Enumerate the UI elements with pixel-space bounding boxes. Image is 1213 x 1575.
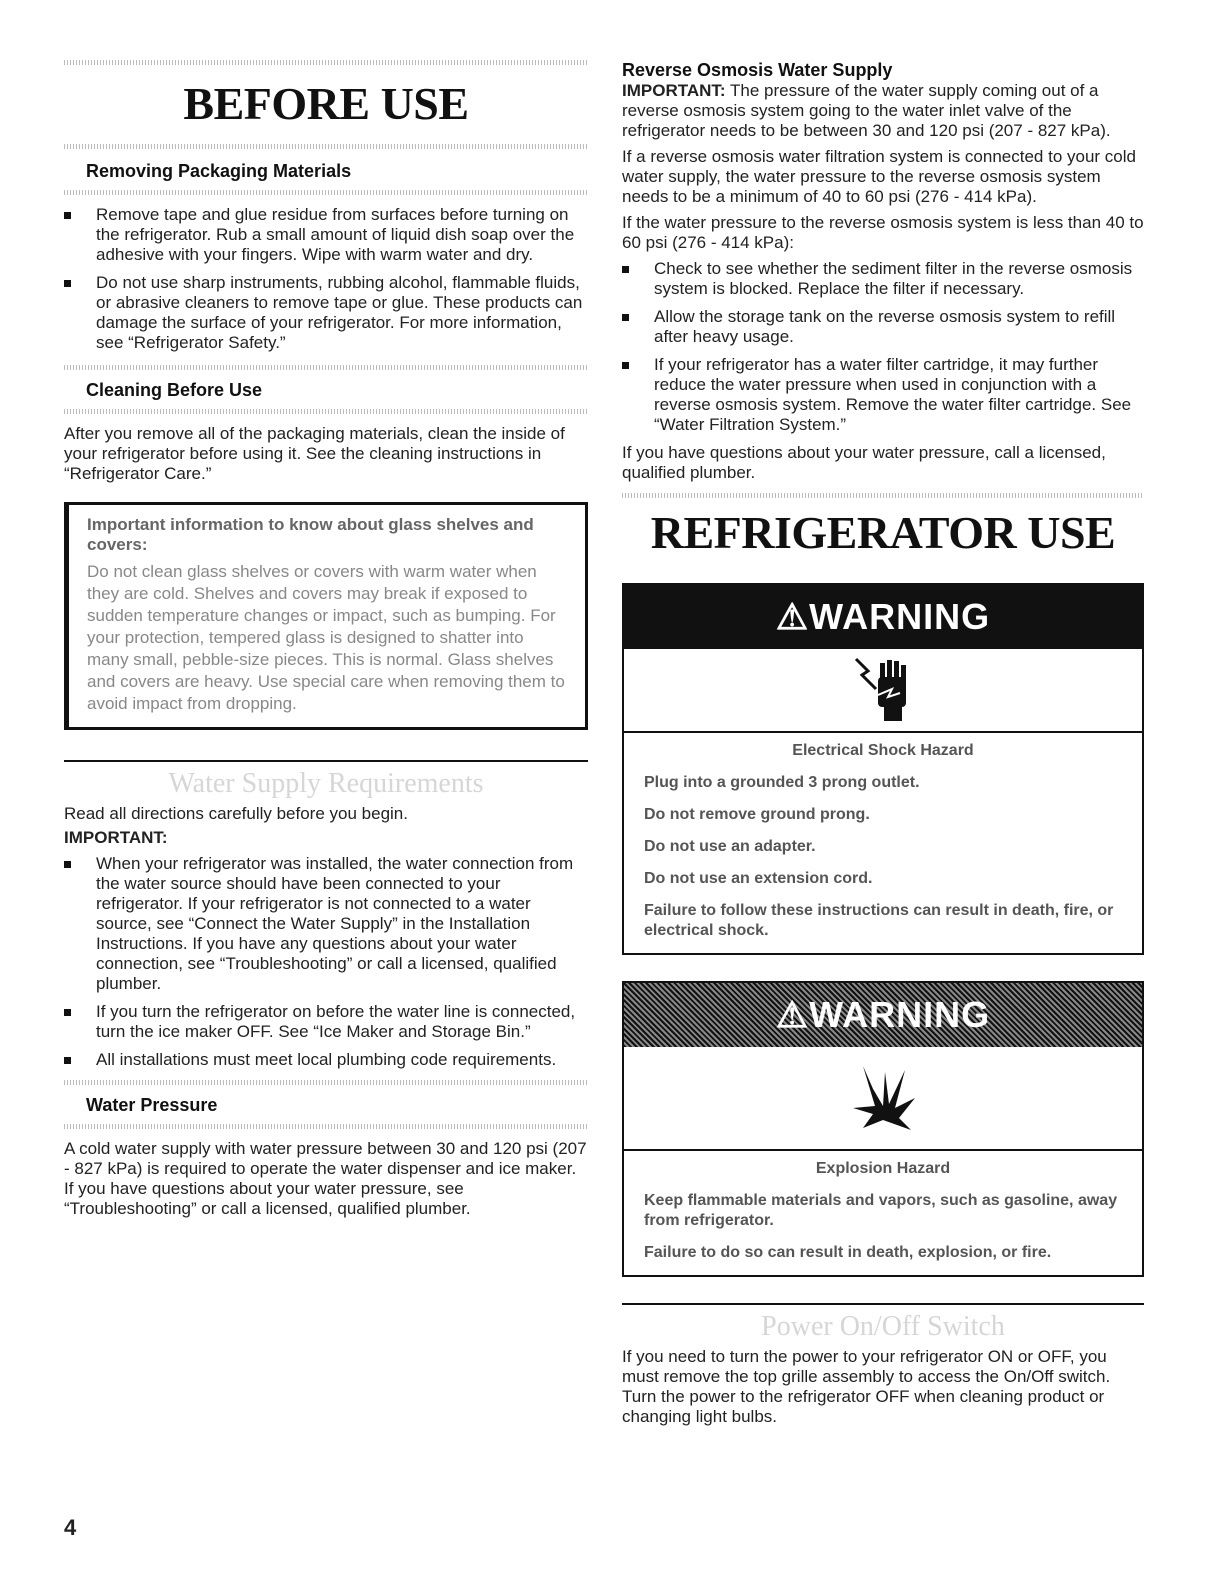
section-heading-water-pressure: Water Pressure xyxy=(86,1095,218,1115)
section-heading-power-switch: Power On/Off Switch xyxy=(761,1311,1005,1342)
section-heading-water-supply: Water Supply Requirements xyxy=(168,768,484,799)
divider xyxy=(622,1303,1144,1305)
reverse-osmosis-list xyxy=(622,259,1144,435)
list-item: When your refrigerator was installed, the water connection from the water source should have been connected to your refrigerator. If your refrigerator is not connected to a water source, see “Connect the Water Supply” in the Installation Instructions. If you have any questions about your water connection, see “Troubleshooting” or call a licensed, qualified plumber. xyxy=(64,854,588,994)
explosion-warning-box xyxy=(622,981,1144,1277)
list-item: Remove tape and glue residue from surfaces before turning on the refrigerator. Rub a small amount of liquid dish soap over the adhesive with your fingers. Wipe with warm water and dry. xyxy=(64,205,588,265)
page-number: 4 xyxy=(64,1515,77,1540)
water-pressure-text: A cold water supply with water pressure between 30 and 120 psi (207 - 827 kPa) is required to operate the water dispenser and ice maker. If you have questions about your water pressure, see “Troubleshooting” or call a licensed, qualified plumber. xyxy=(64,1139,587,1218)
section-title-refrigerator-use: REFRIGERATOR USE xyxy=(650,507,1116,558)
warning-text xyxy=(624,1151,1142,1275)
divider xyxy=(64,1124,588,1129)
cleaning-text: After you remove all of the packaging materials, clean the inside of your refrigerator before using it. See the cleaning instructions in “Refrigerator Care.” xyxy=(64,424,565,483)
list-item: All installations must meet local plumbing code requirements. xyxy=(64,1050,588,1070)
water-supply-intro: Read all directions carefully before you begin. xyxy=(64,804,408,823)
glass-shelves-notice xyxy=(64,502,588,730)
warning-line: Failure to follow these instructions can result in death, fire, or electrical shock. xyxy=(644,902,1114,939)
section-heading-removing: Removing Packaging Materials xyxy=(86,161,352,181)
water-supply-list xyxy=(64,854,588,1070)
reverse-osmosis-important xyxy=(622,81,1144,141)
section-heading-reverse-osmosis: Reverse Osmosis Water Supply xyxy=(622,60,893,80)
warning-banner: ⚠WARNING xyxy=(624,585,1142,649)
divider xyxy=(64,1080,588,1085)
list-item: If you turn the refrigerator on before the water line is connected, turn the ice maker OFF. See “Ice Maker and Storage Bin.” xyxy=(64,1002,588,1042)
removing-list xyxy=(64,205,588,353)
divider xyxy=(622,493,1144,498)
warning-line: Keep flammable materials and vapors, such as gasoline, away from refrigerator. xyxy=(644,1192,1118,1229)
reverse-osmosis-p2: If the water pressure to the reverse osmosis system is less than 40 to 60 psi (276 - 414 kPa): xyxy=(622,213,1144,252)
section-heading-cleaning: Cleaning Before Use xyxy=(86,380,263,400)
important-text: The pressure of the water supply coming out of a reverse osmosis system going to the water inlet valve of the refrigerator needs to be between 30 and 120 psi (207 - 827 kPa). xyxy=(622,81,1111,140)
page-title: BEFORE USE xyxy=(183,78,469,129)
explosion-icon xyxy=(624,1047,1142,1151)
hazard-title: Explosion Hazard xyxy=(815,1160,951,1177)
divider xyxy=(64,144,588,149)
electrical-shock-icon xyxy=(624,649,1142,733)
list-item: If your refrigerator has a water filter cartridge, it may further reduce the water pressure when used in conjunction with a reverse osmosis system. Remove the water filter cartridge. See “Water Filtration System.” xyxy=(622,355,1144,435)
important-label: IMPORTANT: xyxy=(622,81,726,100)
warning-text xyxy=(624,733,1142,953)
warning-line: Do not use an extension cord. xyxy=(644,870,873,887)
left-column xyxy=(64,60,588,1219)
divider xyxy=(64,409,588,414)
list-item: Check to see whether the sediment filter in the reverse osmosis system is blocked. Replace the filter if necessary. xyxy=(622,259,1144,299)
list-item: Do not use sharp instruments, rubbing alcohol, flammable fluids, or abrasive cleaners to remove tape or glue. These products can damage the surface of your refrigerator. For more information, see “Refrigerator Safety.” xyxy=(64,273,588,353)
warning-banner: ⚠WARNING xyxy=(624,983,1142,1047)
divider xyxy=(64,365,588,370)
divider xyxy=(64,760,588,762)
electrical-warning-box xyxy=(622,583,1144,955)
list-item: Allow the storage tank on the reverse osmosis system to refill after heavy usage. xyxy=(622,307,1144,347)
warning-line: Do not use an adapter. xyxy=(644,838,816,855)
reverse-osmosis-closing: If you have questions about your water pressure, call a licensed, qualified plumber. xyxy=(622,443,1106,482)
power-switch-text: If you need to turn the power to your refrigerator ON or OFF, you must remove the top grille assembly to access the On/Off switch. Turn the power to the refrigerator OFF when cleaning product or changing light bulbs. xyxy=(622,1347,1111,1426)
warning-line: Plug into a grounded 3 prong outlet. xyxy=(644,774,920,791)
important-label: IMPORTANT: xyxy=(64,828,168,847)
hazard-title: Electrical Shock Hazard xyxy=(792,742,974,759)
warning-line: Do not remove ground prong. xyxy=(644,806,870,823)
reverse-osmosis-p1: If a reverse osmosis water filtration system is connected to your cold water supply, the water pressure to the reverse osmosis system needs to be a minimum of 40 to 60 psi (276 - 414 kPa). xyxy=(622,147,1136,206)
divider xyxy=(64,190,588,195)
divider xyxy=(64,60,588,65)
warning-line: Failure to do so can result in death, explosion, or fire. xyxy=(644,1244,1052,1261)
right-column xyxy=(622,60,1144,1427)
notice-title: Important information to know about glass shelves and covers: xyxy=(87,515,534,554)
notice-text: Do not clean glass shelves or covers with warm water when they are cold. Shelves and covers may break if exposed to sudden temperature changes or impact, such as bumping. For your protection, tempered glass is designed to shatter into many small, pebble-size pieces. This is normal. Glass shelves and covers are heavy. Use special care when removing them to avoid impact from dropping. xyxy=(87,562,565,713)
